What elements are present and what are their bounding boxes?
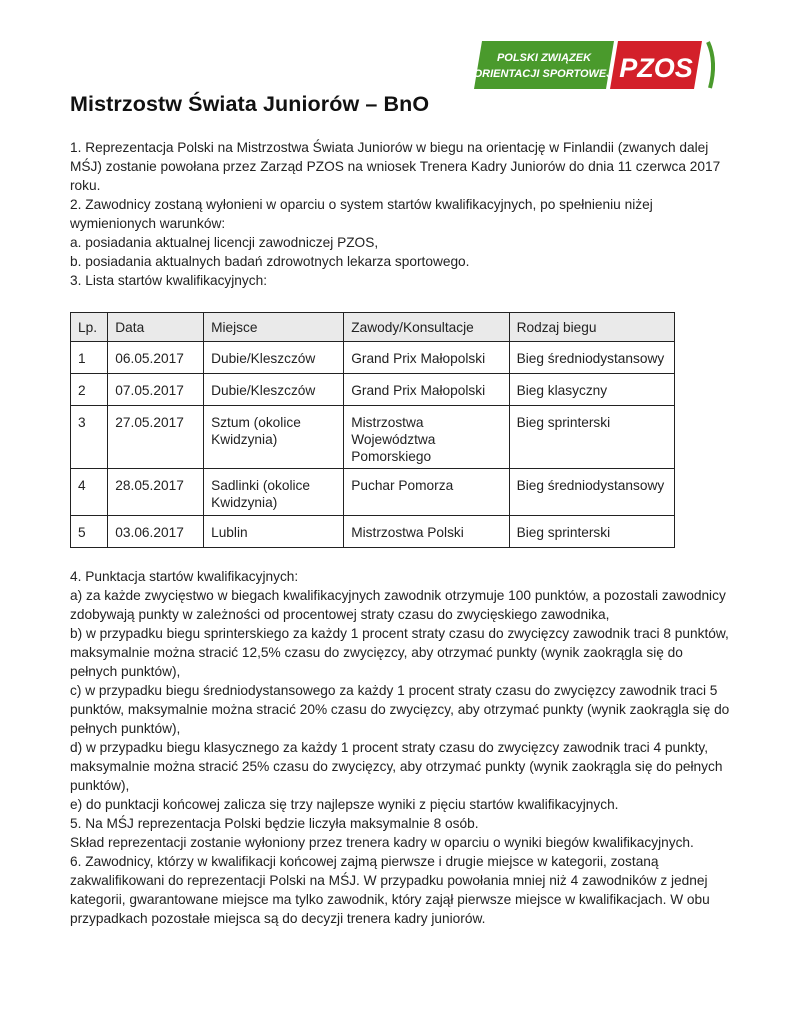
header-date: Data (108, 313, 204, 342)
logo-green-band (474, 41, 614, 89)
intro-point-3: 3. Lista startów kwalifikacyjnych: (70, 273, 268, 288)
logo-swoosh (708, 42, 713, 88)
table-row (71, 342, 675, 374)
cell-event: Grand Prix Małopolski (344, 374, 509, 406)
cell-race-type: Bieg sprinterski (509, 516, 674, 548)
qualification-table (70, 312, 675, 548)
cell-event: Puchar Pomorza (344, 469, 509, 516)
header-place: Miejsce (204, 313, 344, 342)
cell-date: 03.06.2017 (108, 516, 204, 548)
table-header-row (71, 313, 675, 342)
rule-point-4: 4. Punktacja startów kwalifikacyjnych: (70, 569, 299, 584)
cell-date: 07.05.2017 (108, 374, 204, 406)
intro-condition-a: a. posiadania aktualnej licencji zawodniczej PZOS, (70, 235, 379, 250)
rule-4e: e) do punktacji końcowej zalicza się trzy najlepsze wyniki z pięciu startów kwalifikacyjnych. (70, 797, 619, 812)
intro-point-1: 1. Reprezentacja Polski na Mistrzostwa Świata Juniorów w biegu na orientację w Finlandii (zwanych dalej MŚJ) zostanie powołana przez Zarząd PZOS na wniosek Trenera Kadry Juniorów do dnia 11 czerwca 2017 roku. (70, 140, 721, 193)
cell-date: 06.05.2017 (108, 342, 204, 374)
logo-acronym: PZOS (619, 53, 693, 83)
cell-date: 27.05.2017 (108, 406, 204, 469)
cell-place: Sadlinki (okolice Kwidzynia) (204, 469, 344, 516)
cell-lp: 5 (71, 516, 108, 548)
page-title: Mistrzostw Świata Juniorów – BnO (70, 92, 430, 116)
rule-4b: b) w przypadku biegu sprinterskiego za każdy 1 procent straty czasu do zwycięzcy zawodnik traci 8 punktów, maksymalnie można stracić 12,5% czasu do zwycięzcy, aby otrzymać punkty (wynik zaokrągla się do pełnych punktów), (70, 626, 729, 679)
header-lp: Lp. (71, 313, 108, 342)
cell-race-type: Bieg klasyczny (509, 374, 674, 406)
table-row (71, 406, 675, 469)
cell-lp: 1 (71, 342, 108, 374)
cell-race-type: Bieg średniodystansowy (509, 469, 674, 516)
cell-race-type: Bieg sprinterski (509, 406, 674, 469)
rule-4c: c) w przypadku biegu średniodystansowego za każdy 1 procent straty czasu do zwycięzcy zawodnik traci 5 punktów, maksymalnie można stracić 20% czasu do zwycięzcy, aby otrzymać punkty (wynik zaokrągla się do pełnych punktów), (70, 683, 730, 736)
intro-section (70, 138, 730, 290)
cell-place: Lublin (204, 516, 344, 548)
cell-lp: 2 (71, 374, 108, 406)
rule-team-selection: Skład reprezentacji zostanie wyłoniony przez trenera kadry w oparciu o wyniki biegów kwalifikacyjnych. (70, 835, 694, 850)
table-row (71, 516, 675, 548)
cell-lp: 4 (71, 469, 108, 516)
intro-point-2: 2. Zawodnicy zostaną wyłonieni w oparciu o system startów kwalifikacyjnych, po spełnieniu niżej wymienionych warunków: (70, 197, 653, 231)
logo-line2: ORIENTACJI SPORTOWEJ (473, 68, 613, 80)
cell-lp: 3 (71, 406, 108, 469)
header-event: Zawody/Konsultacje (344, 313, 509, 342)
cell-event: Mistrzostwa Polski (344, 516, 509, 548)
intro-condition-b: b. posiadania aktualnych badań zdrowotnych lekarza sportowego. (70, 254, 470, 269)
table-row (71, 469, 675, 516)
cell-place: Sztum (okolice Kwidzynia) (204, 406, 344, 469)
cell-event: Mistrzostwa Województwa Pomorskiego (344, 406, 509, 469)
pzos-logo (472, 40, 720, 90)
rule-4d: d) w przypadku biegu klasycznego za każdy 1 procent straty czasu do zwycięzcy zawodnik traci 4 punkty, maksymalnie można stracić 25% czasu do zwycięzcy, aby otrzymać punkty (wynik zaokrągla się do pełnych punktów), (70, 740, 723, 793)
rule-4a: a) za każde zwycięstwo w biegach kwalifikacyjnych zawodnik otrzymuje 100 punktów, a pozostali zawodnicy zdobywają punkty w zależności od procentowej straty czasu do zwycięskiego zawodnika, (70, 588, 726, 622)
cell-place: Dubie/Kleszczów (204, 342, 344, 374)
cell-place: Dubie/Kleszczów (204, 374, 344, 406)
logo-line1: POLSKI ZWIĄZEK (496, 52, 592, 64)
cell-date: 28.05.2017 (108, 469, 204, 516)
cell-race-type: Bieg średniodystansowy (509, 342, 674, 374)
header-race-type: Rodzaj biegu (509, 313, 674, 342)
rule-point-5: 5. Na MŚJ reprezentacja Polski będzie liczyła maksymalnie 8 osób. (70, 816, 479, 831)
cell-event: Grand Prix Małopolski (344, 342, 509, 374)
rules-section (70, 567, 730, 928)
rule-point-6: 6. Zawodnicy, którzy w kwalifikacji końcowej zajmą pierwsze i drugie miejsce w kategorii, zostaną zakwalifikowani do reprezentacji Polski na MŚJ. W przypadku powołania mniej niż 4 zawodników z jednej kategorii, gwarantowane miejsce ma tylko zawodnik, który zajął pierwsze miejsce w kwalifikacjach. W obu przypadkach pozostałe miejsca są do decyzji trenera kadry juniorów. (70, 854, 710, 926)
table-row (71, 374, 675, 406)
